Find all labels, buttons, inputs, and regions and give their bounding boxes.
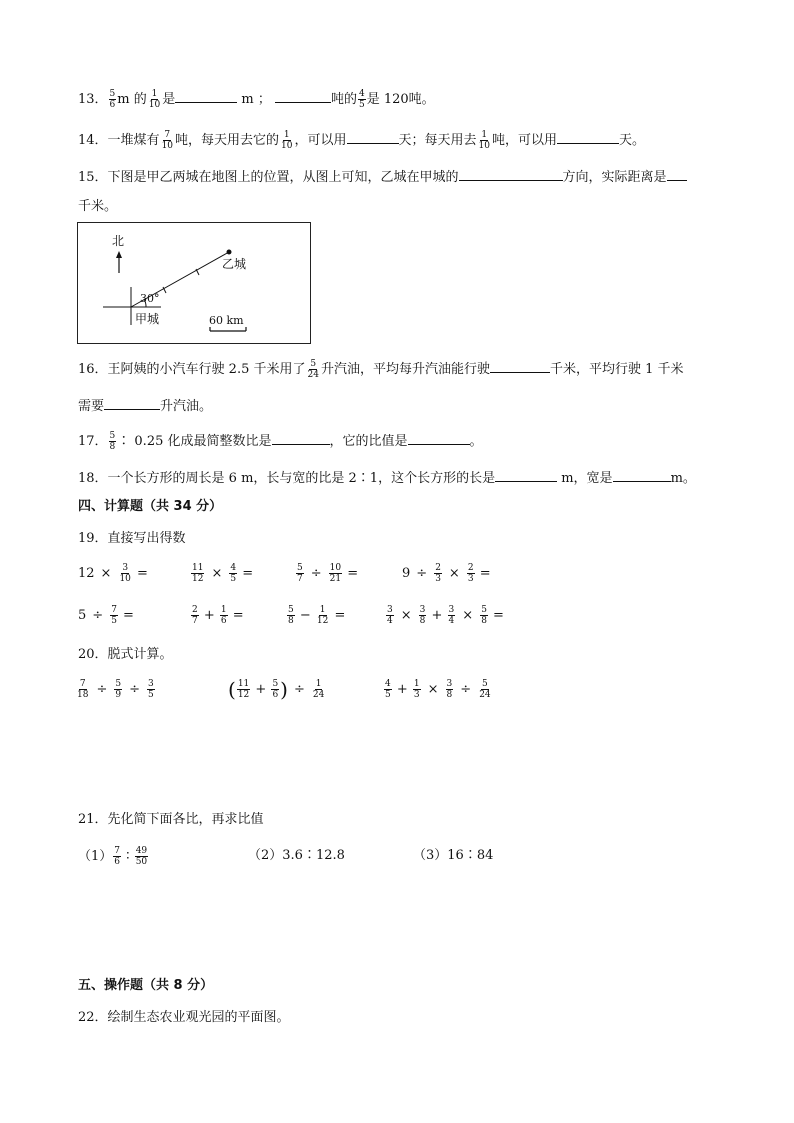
fraction: $\frac{1}{10}$ <box>148 89 161 110</box>
q13-number: 13． <box>78 92 108 107</box>
calc-item: $\frac{7}{18}$ ÷ $\frac{5}{9}$ ÷ $\frac{3}{5}$ <box>77 679 154 700</box>
question-17: 17． $\frac{5}{8}$ ∶ 0.25 化成最简整数比是 ，它的比值是 。 <box>78 431 483 452</box>
fraction: $\frac{7}{10}$ <box>161 130 174 151</box>
answer-blank[interactable] <box>408 430 470 445</box>
calc-item: ( $\frac{11}{12}$ + $\frac{5}{6}$ ) ÷ $\frac{1}{24}$ <box>228 677 325 702</box>
question-18: 18．一个长方形的周长是 6 m，长与宽的比是 2∶1，这个长方形的长是 m，宽是 m。 <box>78 467 696 489</box>
answer-blank[interactable] <box>275 88 331 103</box>
city-b-label: 乙城 <box>222 257 247 271</box>
answer-blank[interactable] <box>272 430 330 445</box>
north-label: 北 <box>112 234 125 248</box>
fraction: $\frac{5}{8}$ <box>109 431 116 452</box>
angle-label: 30° <box>140 292 160 305</box>
map-figure <box>77 222 311 344</box>
calc-item: $\frac{11}{12}$ × $\frac{4}{5}$ = <box>192 563 254 584</box>
calc-item: $\frac{3}{4}$ × $\frac{3}{8}$ + $\frac{3}{4}$ × $\frac{5}{8}$ = <box>387 605 504 626</box>
calc-item: $\frac{2}{7}$ + $\frac{1}{6}$ = <box>192 605 244 626</box>
calc-item: 9 ÷ $\frac{2}{3}$ × $\frac{2}{3}$ = <box>402 563 491 584</box>
question-15: 15．下图是甲乙两城在地图上的位置，从图上可知，乙城在甲城的 方向，实际距离是 <box>78 166 687 188</box>
question-16: 16．王阿姨的小汽车行驶 2.5 千米用了 $\frac{5}{24}$ 升汽油，平均每升汽油能行驶 千米，平均行驶 1 千米 <box>78 359 684 380</box>
ratio-item: （1） $\frac{7}{6}$ ∶ $\frac{49}{50}$ <box>78 846 148 867</box>
ratio-item: （2）3.6∶12.8 <box>248 848 345 863</box>
question-22-title: 22．绘制生态农业观光园的平面图。 <box>78 1010 290 1025</box>
calc-item: 12 × $\frac{3}{10}$ = <box>78 563 148 584</box>
fraction: $\frac{1}{10}$ <box>478 130 490 151</box>
question-13: 13． $\frac{5}{6}$ m 的 $\frac{1}{10}$ 是 m ； 吨的 $\frac{4}{5}$ 是 120吨。 <box>78 89 435 110</box>
answer-blank[interactable] <box>495 467 557 482</box>
question-14: 14．一堆煤有 $\frac{7}{10}$ 吨，每天用去它的 $\frac{1}{10}$ ，可以用 天；每天用去 $\frac{1}{10}$ 吨，可以用 天。 <box>78 130 645 151</box>
section-heading: 五、操作题（共 8 分） <box>78 978 214 993</box>
answer-blank[interactable] <box>459 166 563 181</box>
calc-item: $\frac{5}{7}$ ÷ $\frac{10}{21}$ = <box>297 563 359 584</box>
question-19-title: 19．直接写出得数 <box>78 531 186 546</box>
answer-blank[interactable] <box>613 467 671 482</box>
fraction: $\frac{4}{5}$ <box>358 89 365 110</box>
calc-item: $\frac{5}{8}$ − $\frac{1}{12}$ = <box>288 605 346 626</box>
question-20-title: 20．脱式计算。 <box>78 647 173 662</box>
fraction: $\frac{5}{24}$ <box>307 359 319 380</box>
question-16-cont: 需要 升汽油。 <box>78 395 212 417</box>
fraction: $\frac{5}{6}$ <box>109 89 116 110</box>
ratio-item: （3）16∶84 <box>413 848 494 863</box>
answer-blank[interactable] <box>557 129 619 144</box>
fraction: $\frac{1}{10}$ <box>281 130 293 151</box>
calc-item: 5 ÷ $\frac{7}{5}$ = <box>78 605 134 626</box>
answer-blank[interactable] <box>347 129 399 144</box>
section-heading: 四、计算题（共 34 分） <box>78 499 223 514</box>
answer-blank[interactable] <box>104 395 160 410</box>
city-a-label: 甲城 <box>135 312 160 326</box>
question-21-title: 21．先化简下面各比，再求比值 <box>78 812 264 827</box>
answer-blank[interactable] <box>175 88 237 103</box>
question-15-cont: 千米。 <box>78 199 118 214</box>
scale-label: 60 km <box>209 314 244 327</box>
answer-blank[interactable] <box>490 358 550 373</box>
answer-blank[interactable] <box>667 166 687 181</box>
calc-item: $\frac{4}{5}$ + $\frac{1}{3}$ × $\frac{3}{8}$ ÷ $\frac{5}{24}$ <box>385 679 491 700</box>
